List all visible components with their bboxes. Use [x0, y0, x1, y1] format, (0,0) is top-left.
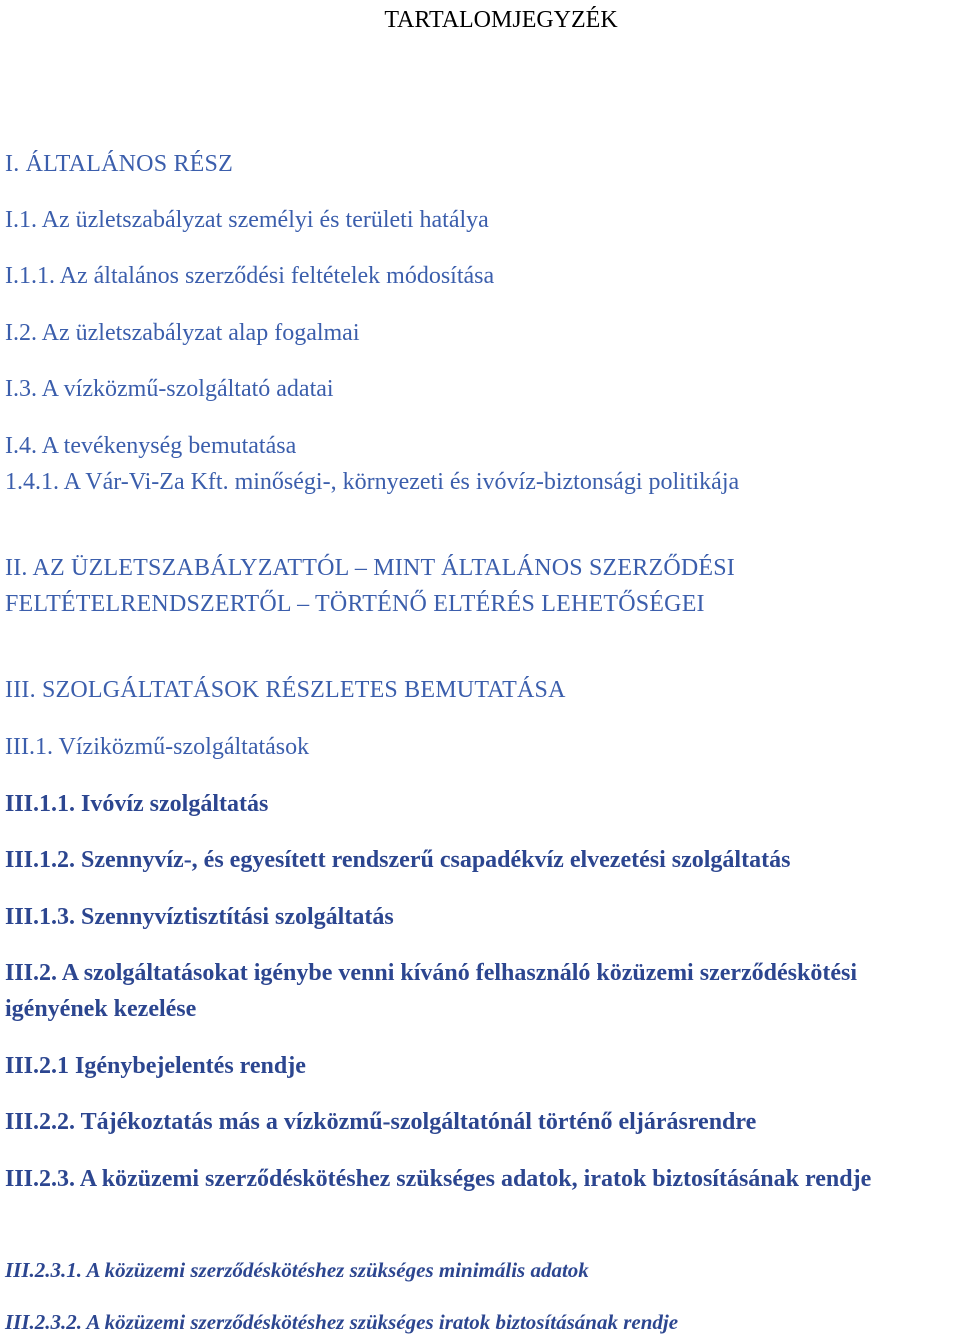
- toc-entry-3-2-3-1[interactable]: III.2.3.1. A közüzemi szerződéskötéshez szükséges minimális adatok: [5, 1258, 589, 1282]
- toc-entry-1-1[interactable]: I.1. Az üzletszabályzat személyi és területi hatálya: [5, 207, 489, 233]
- toc-entry-1-4-1[interactable]: 1.4.1. A Vár-Vi-Za Kft. minőségi-, környezeti és ivóvíz-biztonsági politikája: [5, 469, 740, 495]
- toc-entry-section-1[interactable]: I. ÁLTALÁNOS RÉSZ: [5, 151, 233, 177]
- toc-entry-3-2[interactable]: III.2. A szolgáltatásokat igénybe venni kívánó felhasználó közüzemi szerződéskötési igényének kezelése: [5, 960, 858, 1022]
- toc-entry-3-1-1[interactable]: III.1.1. Ivóvíz szolgáltatás: [5, 791, 269, 817]
- toc-entry-section-2[interactable]: II. AZ ÜZLETSZABÁLYZATTÓL – MINT ÁLTALÁNOS SZERZŐDÉSI FELTÉTELRENDSZERTŐL – TÖRTÉNŐ ELTÉRÉS LEHETŐSÉGEI: [5, 555, 736, 617]
- toc-entry-1-1-1[interactable]: I.1.1. Az általános szerződési feltételek módosítása: [5, 263, 495, 289]
- toc-entry-1-4[interactable]: I.4. A tevékenység bemutatása: [5, 433, 297, 459]
- toc-entry-section-3[interactable]: III. SZOLGÁLTATÁSOK RÉSZLETES BEMUTATÁSA: [5, 677, 566, 703]
- toc-entry-3-1[interactable]: III.1. Víziközmű-szolgáltatások: [5, 734, 310, 760]
- toc-entry-3-1-2[interactable]: III.1.2. Szennyvíz-, és egyesített rendszerű csapadékvíz elvezetési szolgáltatás: [5, 847, 791, 873]
- page-title: TARTALOMJEGYZÉK: [384, 7, 618, 33]
- toc-entry-1-3[interactable]: I.3. A vízközmű-szolgáltató adatai: [5, 376, 334, 402]
- toc-entry-3-2-3-2[interactable]: III.2.3.2. A közüzemi szerződéskötéshez szükséges iratok biztosításának rendje: [5, 1310, 679, 1334]
- toc-entry-1-2[interactable]: I.2. Az üzletszabályzat alap fogalmai: [5, 320, 360, 346]
- toc-entry-3-1-3[interactable]: III.1.3. Szennyvíztisztítási szolgáltatás: [5, 904, 394, 930]
- toc-entry-3-2-2[interactable]: III.2.2. Tájékoztatás más a vízközmű-szolgáltatónál történő eljárásrendre: [5, 1109, 757, 1135]
- toc-entry-3-2-1[interactable]: III.2.1 Igénybejelentés rendje: [5, 1053, 306, 1079]
- toc-entry-3-2-3[interactable]: III.2.3. A közüzemi szerződéskötéshez szükséges adatok, iratok biztosításának rendje: [5, 1166, 872, 1192]
